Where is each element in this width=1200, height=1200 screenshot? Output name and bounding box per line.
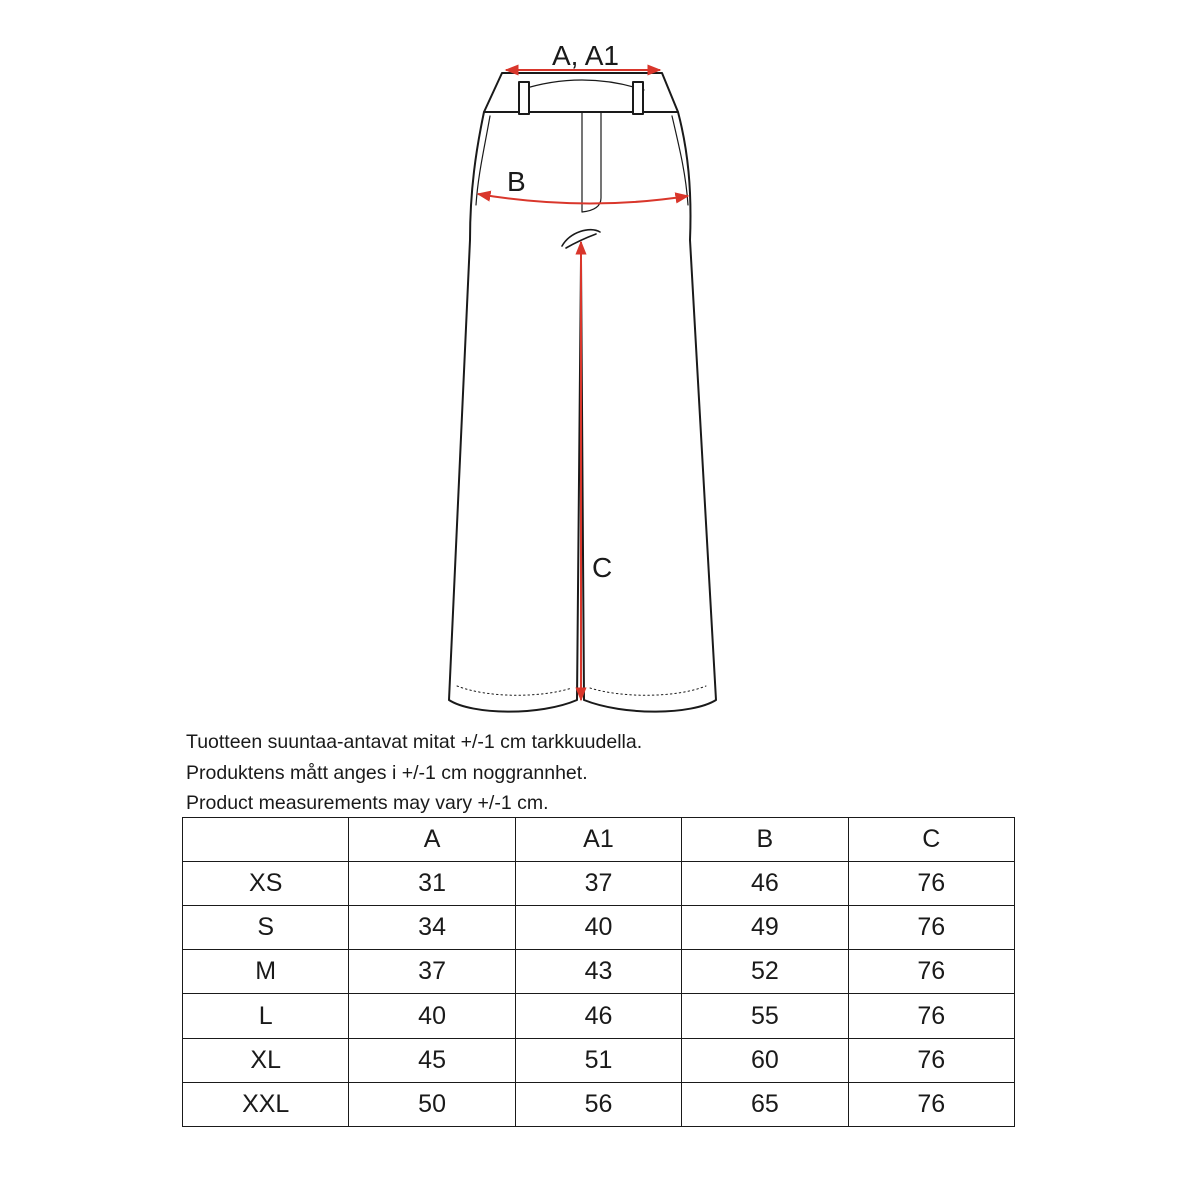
value-cell: 76 [848,1038,1014,1082]
value-cell: 60 [682,1038,848,1082]
fly [582,112,601,212]
header-cell-c: C [848,818,1014,862]
size-cell: S [183,906,349,950]
value-cell: 49 [682,906,848,950]
size-cell: L [183,994,349,1038]
header-cell-a1: A1 [515,818,681,862]
size-cell: XS [183,862,349,906]
table-row [183,906,1015,950]
value-cell: 55 [682,994,848,1038]
header-cell-size [183,818,349,862]
note-swedish: Produktens mått anges i +/-1 cm noggrannhet. [186,761,588,784]
header-cell-b: B [682,818,848,862]
table-row [183,1082,1015,1126]
size-table [182,817,1015,1127]
value-cell: 37 [349,950,515,994]
value-cell: 46 [682,862,848,906]
hip-measure-label: B [507,166,526,197]
value-cell: 46 [515,994,681,1038]
right-leg [581,112,716,712]
value-cell: 40 [349,994,515,1038]
note-english: Product measurements may vary +/-1 cm. [186,792,549,814]
value-cell: 76 [848,862,1014,906]
value-cell: 31 [349,862,515,906]
value-cell: 40 [515,906,681,950]
measurement-notes [186,727,642,819]
table-row [183,994,1015,1038]
table-header-row [183,818,1015,862]
value-cell: 76 [848,1082,1014,1126]
value-cell: 52 [682,950,848,994]
value-cell: 34 [349,906,515,950]
table-row [183,1038,1015,1082]
value-cell: 51 [515,1038,681,1082]
size-cell: XXL [183,1082,349,1126]
size-cell: XL [183,1038,349,1082]
belt-loop-left [519,82,529,114]
note-finnish: Tuotteen suuntaa-antavat mitat +/-1 cm tarkkuudella. [186,731,643,753]
value-cell: 37 [515,862,681,906]
value-cell: 45 [349,1038,515,1082]
header-cell-a: A [349,818,515,862]
value-cell: 65 [682,1082,848,1126]
inseam-measure-label: C [592,552,613,583]
value-cell: 76 [848,994,1014,1038]
value-cell: 43 [515,950,681,994]
waist-measure-label: A, A1 [552,40,619,71]
value-cell: 76 [848,950,1014,994]
trousers-outline [449,73,716,712]
table-row [183,862,1015,906]
value-cell: 56 [515,1082,681,1126]
value-cell: 76 [848,906,1014,950]
size-cell: M [183,950,349,994]
table-row [183,950,1015,994]
value-cell: 50 [349,1082,515,1126]
belt-loop-right [633,82,643,114]
waistband [484,73,678,112]
